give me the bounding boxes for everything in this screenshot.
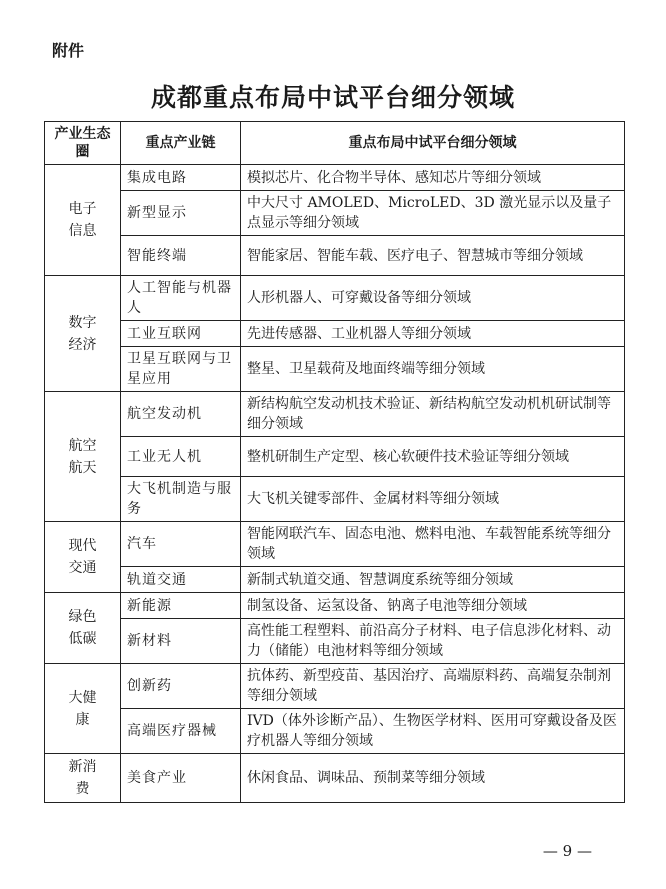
ecosystem-label: 大健康 bbox=[68, 689, 97, 728]
chain-cell: 工业无人机 bbox=[121, 437, 241, 477]
field-cell: 模拟芯片、化合物半导体、感知芯片等细分领域 bbox=[241, 165, 625, 191]
ecosystem-cell bbox=[45, 522, 121, 593]
chain-cell: 新材料 bbox=[121, 619, 241, 664]
ecosystem-label: 航空航天 bbox=[68, 437, 97, 476]
document-title: 成都重点布局中试平台细分领域 bbox=[150, 83, 515, 112]
table-row bbox=[45, 664, 625, 709]
header-chain: 重点产业链 bbox=[121, 122, 241, 165]
chain-cell: 高端医疗器械 bbox=[121, 709, 241, 754]
table-row bbox=[45, 321, 625, 347]
field-cell: 人形机器人、可穿戴设备等细分领域 bbox=[241, 276, 625, 321]
field-cell: 先进传感器、工业机器人等细分领域 bbox=[241, 321, 625, 347]
field-cell: 抗体药、新型疫苗、基因治疗、高端原料药、高端复杂制剂等细分领域 bbox=[241, 664, 625, 709]
field-cell: 休闲食品、调味品、预制菜等细分领域 bbox=[241, 754, 625, 803]
ecosystem-label: 新消费 bbox=[68, 759, 97, 797]
field-cell: 中大尺寸 AMOLED、MicroLED、3D 激光显示以及量子点显示等细分领域 bbox=[241, 191, 625, 236]
ecosystem-label: 电子信息 bbox=[68, 201, 97, 239]
table-row bbox=[45, 522, 625, 567]
table-row bbox=[45, 236, 625, 276]
field-cell: 智能家居、智能车载、医疗电子、智慧城市等细分领域 bbox=[241, 236, 625, 276]
field-cell: 整星、卫星载荷及地面终端等细分领域 bbox=[241, 347, 625, 392]
field-cell: IVD（体外诊断产品）、生物医学材料、医用可穿戴设备及医疗机器人等细分领域 bbox=[241, 709, 625, 754]
ecosystem-cell bbox=[45, 754, 121, 803]
field-cell: 新制式轨道交通、智慧调度系统等细分领域 bbox=[241, 567, 625, 593]
table-row bbox=[45, 619, 625, 664]
field-cell: 高性能工程塑料、前沿高分子材料、电子信息涉化材料、动力（储能）电池材料等细分领域 bbox=[241, 619, 625, 664]
chain-cell: 轨道交通 bbox=[121, 567, 241, 593]
table-header-row bbox=[45, 122, 625, 165]
ecosystem-label: 数字经济 bbox=[68, 314, 97, 353]
attachment-label: 附件 bbox=[52, 41, 85, 60]
table-row bbox=[45, 754, 625, 803]
table-row bbox=[45, 276, 625, 321]
table-row bbox=[45, 477, 625, 522]
chain-cell: 工业互联网 bbox=[121, 321, 241, 347]
ecosystem-label: 现代交通 bbox=[68, 538, 97, 576]
chain-cell: 新型显示 bbox=[121, 191, 241, 236]
page-number: — 9 — bbox=[542, 842, 592, 860]
chain-cell: 汽车 bbox=[121, 522, 241, 567]
chain-cell: 航空发动机 bbox=[121, 392, 241, 437]
table-row bbox=[45, 347, 625, 392]
pilot-platform-table bbox=[44, 121, 625, 803]
field-cell: 智能网联汽车、固态电池、燃料电池、车载智能系统等细分领域 bbox=[241, 522, 625, 567]
ecosystem-cell bbox=[45, 664, 121, 754]
table-row bbox=[45, 392, 625, 437]
field-cell: 大飞机关键零部件、金属材料等细分领域 bbox=[241, 477, 625, 522]
table-row bbox=[45, 709, 625, 754]
field-cell: 制氢设备、运氢设备、钠离子电池等细分领域 bbox=[241, 593, 625, 619]
ecosystem-cell bbox=[45, 276, 121, 392]
chain-cell: 卫星互联网与卫星应用 bbox=[121, 347, 241, 392]
chain-cell: 人工智能与机器人 bbox=[121, 276, 241, 321]
header-fields: 重点布局中试平台细分领域 bbox=[241, 122, 625, 165]
ecosystem-label: 绿色低碳 bbox=[68, 609, 97, 647]
chain-cell: 新能源 bbox=[121, 593, 241, 619]
ecosystem-cell bbox=[45, 392, 121, 522]
table-row bbox=[45, 165, 625, 191]
ecosystem-cell bbox=[45, 593, 121, 664]
header-ecosystem: 产业生态圈 bbox=[45, 122, 121, 165]
table-body bbox=[45, 165, 625, 803]
chain-cell: 智能终端 bbox=[121, 236, 241, 276]
table-row bbox=[45, 191, 625, 236]
ecosystem-cell bbox=[45, 165, 121, 276]
field-cell: 新结构航空发动机技术验证、新结构航空发动机机研试制等细分领域 bbox=[241, 392, 625, 437]
chain-cell: 集成电路 bbox=[121, 165, 241, 191]
table-row bbox=[45, 437, 625, 477]
chain-cell: 美食产业 bbox=[121, 754, 241, 803]
chain-cell: 创新药 bbox=[121, 664, 241, 709]
chain-cell: 大飞机制造与服务 bbox=[121, 477, 241, 522]
table-row bbox=[45, 593, 625, 619]
field-cell: 整机研制生产定型、核心软硬件技术验证等细分领域 bbox=[241, 437, 625, 477]
table-row bbox=[45, 567, 625, 593]
